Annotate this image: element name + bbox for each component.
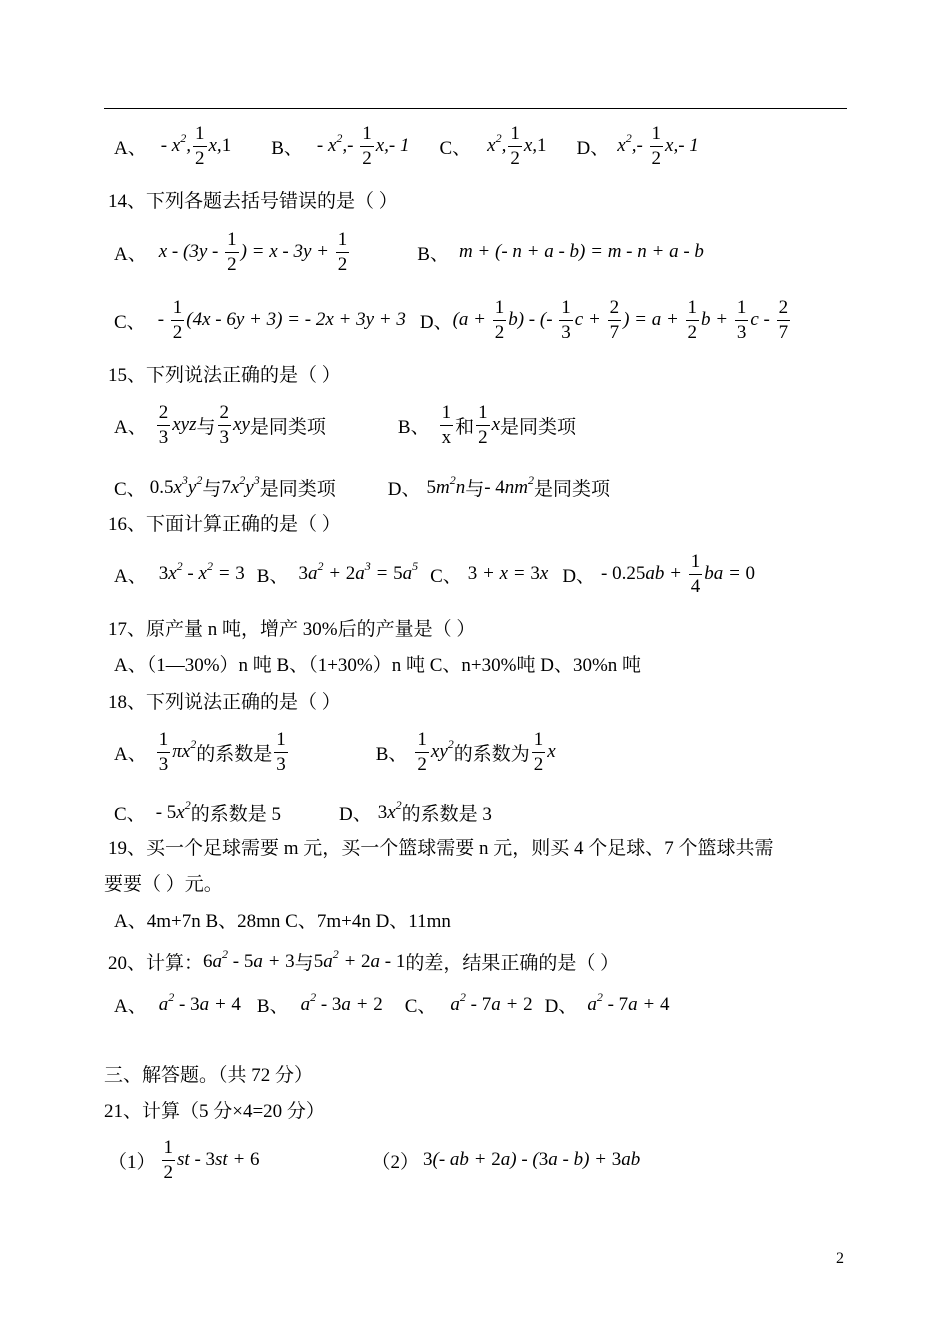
q17-options: A、（1—30%）n 吨 B、（1+30%）n 吨 C、n+30%吨 D、30%n 吨 <box>114 655 642 676</box>
q18-option-a-value: $\frac{1}{3}$ <box>276 729 286 775</box>
q18-option-b-value: $\frac{1}{2}$ x <box>533 729 556 775</box>
q20-option-a-expr: $a^2 - 3a + 4$ <box>158 989 241 1015</box>
q21-part-1-expr: $\frac{1}{2}$ st - 3st + 6 <box>163 1137 260 1183</box>
q21-parts <box>108 1138 640 1183</box>
q15-option-d-term2: - $4nm^2$ <box>484 472 535 498</box>
q14-option-c-label: C、 <box>114 311 146 333</box>
q13-option-b-label: B、 <box>271 137 303 159</box>
q20-stem-mid: 与 <box>294 953 314 974</box>
q16-option-b-label: B、 <box>256 565 289 587</box>
q14-option-d-expr: (a + $\frac{1}{2}$ b) - (- $\frac{1}{3}$ c + $\frac{2}{7}$ ) = a + $\frac{1}{2}$ b + $\frac{1}{3}$ c - $\frac{2}{7}$ <box>452 297 789 343</box>
q18-option-c-term: - $5x^2$ <box>155 797 191 823</box>
q16-option-a-label: A、 <box>114 565 147 587</box>
q14-options-ab <box>114 230 704 275</box>
q16-stem: 16、下面计算正确的是（ ） <box>108 514 341 535</box>
q14-option-a-label: A、 <box>114 243 147 265</box>
q20-option-b-label: B、 <box>256 996 289 1017</box>
q14-option-a-expr: x - (3y - $\frac{1}{2}$ ) = x - 3y + $\frac{1}{2}$ <box>158 229 348 275</box>
q15-options-ab <box>114 403 576 448</box>
q14-option-d-label: D、 <box>419 311 453 333</box>
q20-expr-1: $6a^2 - 5a + 3$ <box>203 946 295 972</box>
q15-option-a-label: A、 <box>114 416 147 438</box>
q18-option-d-label: D、 <box>338 804 372 825</box>
q18-option-a-label: A、 <box>114 743 147 765</box>
q15-options-cd <box>114 474 610 501</box>
header-rule <box>104 108 847 109</box>
q20-options <box>114 991 669 1018</box>
q20-stem <box>108 948 619 975</box>
q15-option-a-mid: 与 <box>196 416 216 438</box>
q18-option-a-tail: 的系数是 <box>196 743 273 765</box>
q15-option-c-tail: 是同类项 <box>259 479 336 500</box>
q18-options-cd <box>114 799 492 826</box>
q15-option-a-tail: 是同类项 <box>249 416 326 438</box>
q19-options: A、4m+7n B、28mn C、7m+4n D、11mn <box>114 911 451 932</box>
q16-option-c-expr: 3 + x = 3x <box>467 563 549 585</box>
q15-option-b-tail: 是同类项 <box>500 416 577 438</box>
q18-stem: 18、下列说法正确的是（ ） <box>108 692 341 713</box>
q13-option-b-expr: - $x^2,-$ $\frac{1}{2}$ x,- 1 <box>316 123 410 169</box>
q20-option-b-expr: $a^2 - 3a + 2$ <box>300 989 383 1015</box>
q13-option-a-expr: - $x^2$, $\frac{1}{2}$ x,1 <box>160 123 232 169</box>
q18-option-b-tail: 的系数为 <box>453 743 530 765</box>
q21-stem: 21、计算（5 分×4=20 分） <box>104 1101 325 1122</box>
q15-option-d-tail: 是同类项 <box>534 479 611 500</box>
q14-option-c-expr: - $\frac{1}{2}$ (4x - 6y + 3) = - 2x + 3y + 3 <box>157 297 406 343</box>
q20-option-d-label: D、 <box>544 996 578 1017</box>
q14-stem: 14、下列各题去括号错误的是（ ） <box>108 191 398 212</box>
q21-part-1-label: （1） <box>108 1151 156 1173</box>
q13-option-d-expr: $x^2,-$ $\frac{1}{2}$ x,- 1 <box>617 123 699 169</box>
q20-expr-2: $5a^2 + 2a - 1$ <box>313 946 406 972</box>
q21-part-2-expr: 3(- ab + 2a) - (3a - b) + 3ab <box>423 1149 641 1171</box>
q18-option-d-tail: 的系数是 3 <box>401 804 492 825</box>
q21-part-2-label: （2） <box>371 1151 420 1173</box>
q18-options-ab <box>114 730 556 775</box>
q15-option-c-term2: $7x^2y^3$ <box>221 472 260 498</box>
q14-option-b-label: B、 <box>417 243 449 265</box>
q18-option-c-tail: 的系数是 5 <box>190 804 281 825</box>
q13-option-a-label: A、 <box>114 137 147 159</box>
q15-option-d-term1: $5m^2n$ <box>426 472 466 498</box>
q20-option-c-expr: $a^2 - 7a + 2$ <box>450 989 533 1015</box>
q13-options <box>114 124 699 169</box>
q14-options-cd <box>114 298 792 343</box>
q18-option-a-term: $\frac{1}{3}$ $\pi x^2$ <box>158 729 197 775</box>
q16-option-d-expr: - 0.25ab + $\frac{1}{4}$ ba = 0 <box>601 551 756 597</box>
q13-option-c-label: C、 <box>439 137 472 159</box>
section-3-title: 三、解答题。（共 72 分） <box>104 1065 314 1086</box>
q15-option-b-term2: $\frac{1}{2}$ x <box>478 402 501 448</box>
q13-option-c-expr: $x^2$, $\frac{1}{2}$ x,1 <box>487 123 547 169</box>
q17-stem: 17、原产量 n 吨，增产 30%后的产量是（ ） <box>108 619 476 640</box>
q15-option-d-label: D、 <box>387 479 421 500</box>
q20-option-d-expr: $a^2 - 7a + 4$ <box>587 989 670 1015</box>
q20-stem-pre: 20、计算： <box>108 953 204 974</box>
q18-option-d-term: $3x^2$ <box>377 797 402 823</box>
q18-option-c-label: C、 <box>114 804 146 825</box>
q15-option-b-term1: $\frac{1}{x}$ <box>441 402 452 448</box>
q15-option-c-term1: $0.5x^3y^2$ <box>149 472 203 498</box>
q15-option-a-term2: $\frac{2}{3}$ xy <box>219 402 250 448</box>
q15-option-c-mid: 与 <box>202 479 222 500</box>
q14-option-b-expr: m + (- n + a - b) = m - n + a - b <box>458 241 704 263</box>
q18-option-b-label: B、 <box>375 743 408 765</box>
q20-option-a-label: A、 <box>114 996 147 1017</box>
q15-option-b-mid: 和 <box>455 416 475 438</box>
q15-option-d-mid: 与 <box>465 479 485 500</box>
q15-option-c-label: C、 <box>114 479 146 500</box>
q15-option-a-term1: $\frac{2}{3}$ xyz <box>158 402 197 448</box>
q18-option-b-term: $\frac{1}{2}$ $xy^2$ <box>417 729 454 775</box>
q13-option-d-label: D、 <box>576 137 610 159</box>
q19-stem-line2: 要要（ ）元。 <box>104 874 223 895</box>
q16-option-b-expr: $3a^2 + 2a^3 = 5a^5$ <box>298 559 419 585</box>
q16-option-d-label: D、 <box>562 565 596 587</box>
q15-stem: 15、下列说法正确的是（ ） <box>108 365 341 386</box>
q20-option-c-label: C、 <box>404 996 437 1017</box>
q19-stem-line1: 19、买一个足球需要 m 元，买一个篮球需要 n 元，则买 4 个足球、7 个篮球共需 <box>108 838 774 859</box>
q15-option-b-label: B、 <box>397 416 430 438</box>
page-number: 2 <box>836 1250 844 1267</box>
q16-options <box>114 552 755 597</box>
q16-option-a-expr: $3x^2 - x^2 = 3$ <box>158 559 245 585</box>
q20-stem-post: 的差，结果正确的是（ ） <box>405 953 620 974</box>
q16-option-c-label: C、 <box>430 565 462 587</box>
